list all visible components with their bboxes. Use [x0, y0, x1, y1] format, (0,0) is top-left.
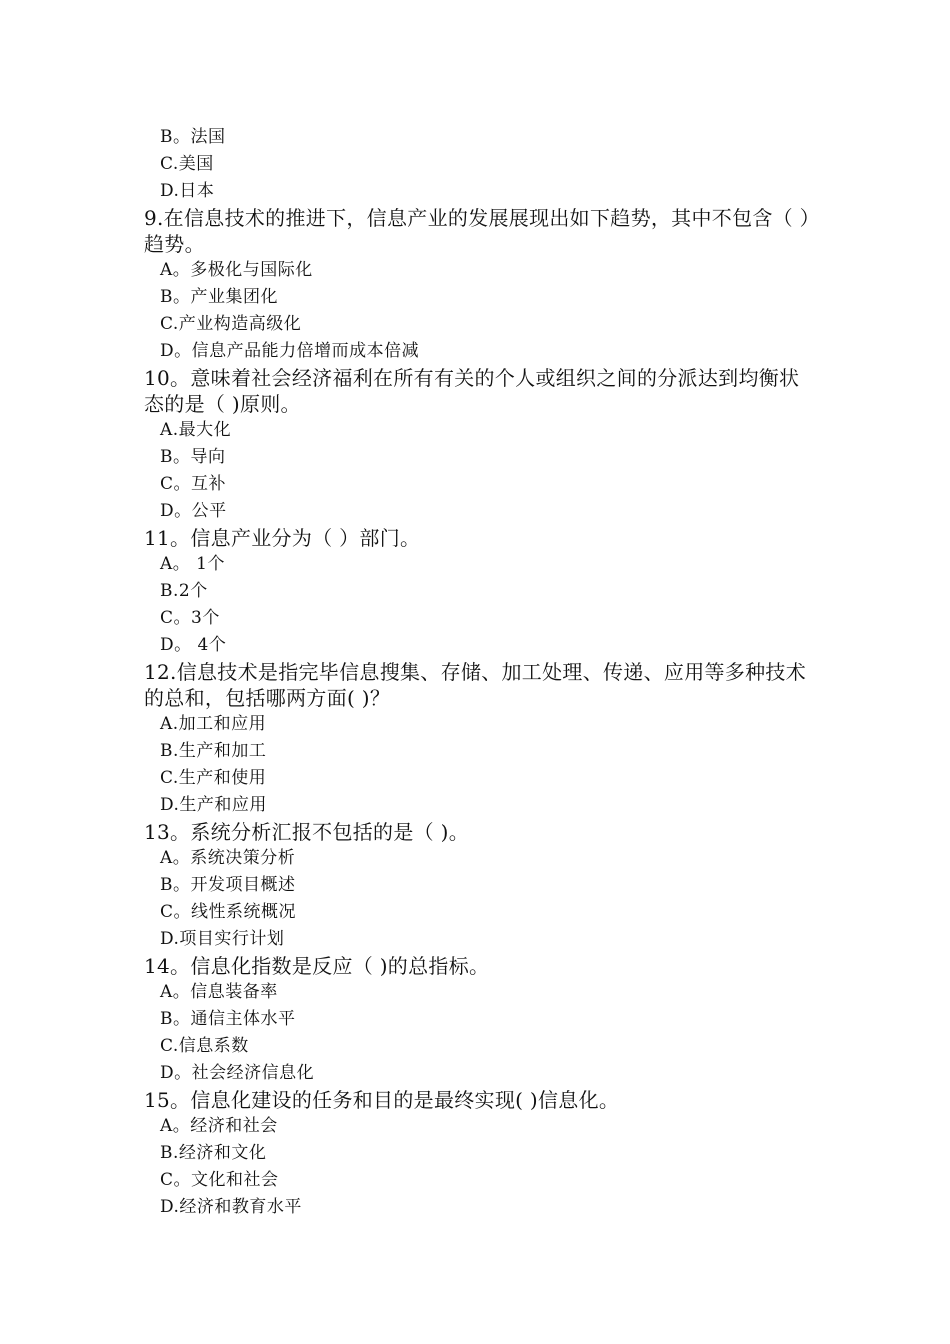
- question-list: [144, 124, 814, 1221]
- question-stem: 13。系统分析汇报不包括的是（ )。: [144, 820, 470, 844]
- question-14: [144, 953, 814, 1087]
- option-d: D。公平: [160, 501, 227, 521]
- option-a: A.最大化: [160, 420, 232, 440]
- option-c: C.产业构造高级化: [160, 314, 302, 334]
- option-c: C。线性系统概况: [160, 902, 297, 922]
- option-c: C.信息系数: [160, 1036, 249, 1056]
- option-b: B。导向: [160, 447, 226, 467]
- option-a: A。 1个: [160, 554, 225, 574]
- option-a: A。信息装备率: [160, 982, 278, 1002]
- question-9: [144, 205, 814, 365]
- question-15: [144, 1087, 814, 1221]
- option-b: B。开发项目概述: [160, 875, 296, 895]
- option-d: D。社会经济信息化: [160, 1063, 315, 1083]
- question-12: [144, 659, 814, 819]
- option-b: B。法国: [160, 127, 226, 147]
- question-13: [144, 819, 814, 953]
- option-b: B.2个: [160, 581, 208, 601]
- option-a: A。经济和社会: [160, 1116, 278, 1136]
- question-stem: 11。信息产业分为（ ）部门。: [144, 526, 421, 550]
- question-stem: 15。信息化建设的任务和目的是最终实现( )信息化。: [144, 1088, 620, 1112]
- option-a: A.加工和应用: [160, 714, 267, 734]
- option-a: A。多极化与国际化: [160, 260, 313, 280]
- question-stem: 9.在信息技术的推进下，信息产业的发展展现出如下趋势，其中不包含（ ）趋势。: [144, 206, 810, 256]
- option-c: C.美国: [160, 154, 214, 174]
- option-a: A。系统决策分析: [160, 848, 296, 868]
- option-b: B。产业集团化: [160, 287, 278, 307]
- option-d: D.生产和应用: [160, 795, 267, 815]
- option-d: D.经济和教育水平: [160, 1197, 302, 1217]
- question-stem: 14。信息化指数是反应（ )的总指标。: [144, 954, 490, 978]
- option-d: D.项目实行计划: [160, 929, 285, 949]
- question-11: [144, 525, 814, 659]
- option-c: C。文化和社会: [160, 1170, 279, 1190]
- question-10: [144, 365, 814, 525]
- option-b: B.生产和加工: [160, 741, 267, 761]
- question-stem: 10。意味着社会经济福利在所有有关的个人或组织之间的分派达到均衡状态的是（ )原则。: [144, 366, 800, 416]
- option-c: C。3个: [160, 608, 220, 628]
- option-d: D。信息产品能力倍增而成本倍减: [160, 341, 420, 361]
- option-d: D.日本: [160, 181, 215, 201]
- option-c: C。互补: [160, 474, 227, 494]
- previous-question-options: [144, 124, 814, 205]
- option-d: D。 4个: [160, 635, 227, 655]
- option-b: B。通信主体水平: [160, 1009, 296, 1029]
- option-b: B.经济和文化: [160, 1143, 267, 1163]
- option-c: C.生产和使用: [160, 768, 267, 788]
- question-stem: 12.信息技术是指完毕信息搜集、存储、加工处理、传递、应用等多种技术的总和，包括哪两方面( )？: [144, 660, 807, 710]
